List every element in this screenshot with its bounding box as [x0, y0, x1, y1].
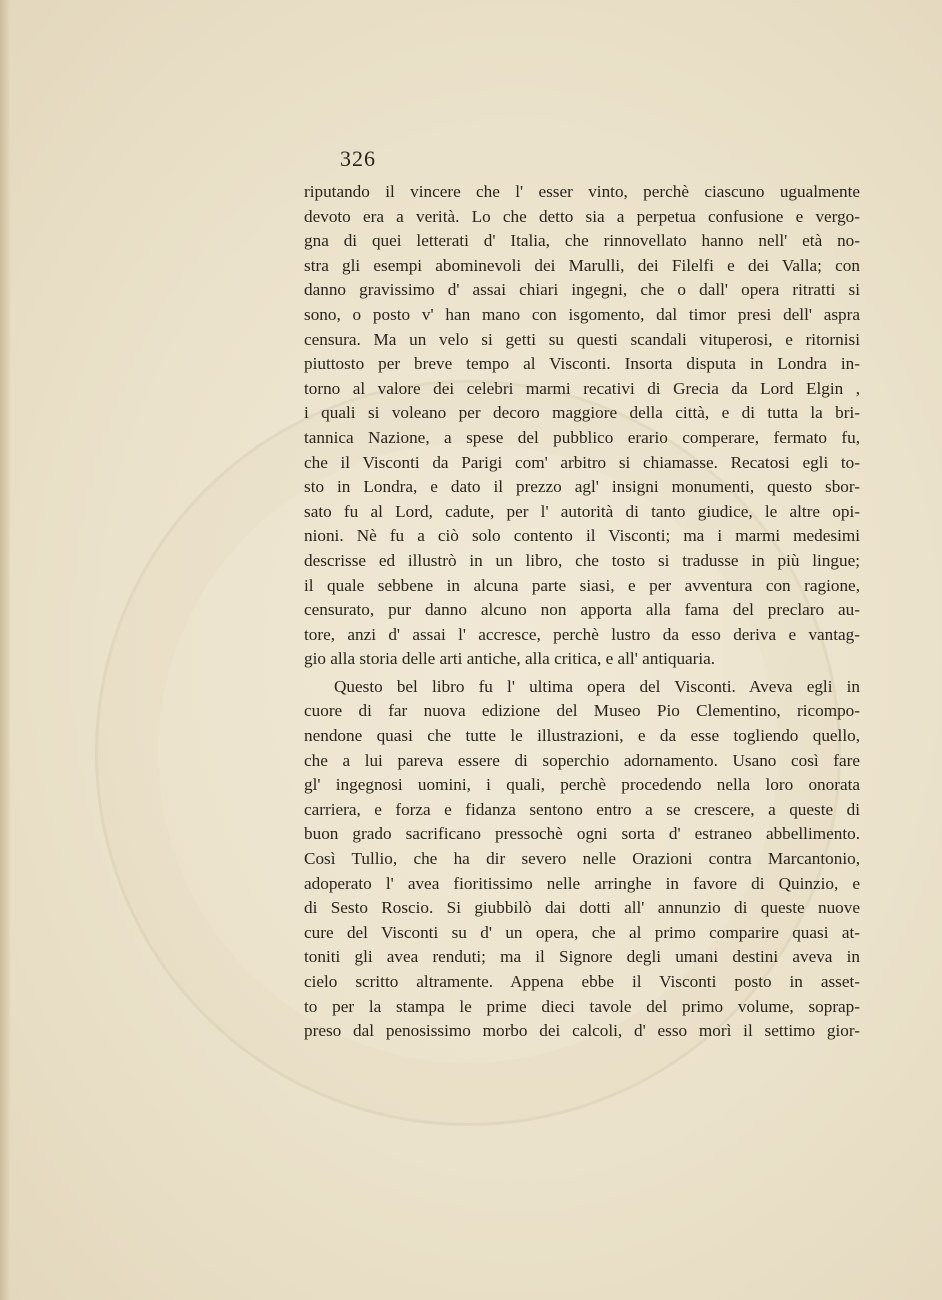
text-line: che a lui pareva essere di soperchio adornamento. Usano così fare [304, 750, 860, 770]
text-line: devoto era a verità. Lo che detto sia a perpetua confusione e vergo- [304, 206, 860, 226]
body-text [304, 180, 860, 1044]
text-line: cielo scritto altramente. Appena ebbe il Visconti posto in asset- [304, 972, 860, 991]
text-line: cure del Visconti su d' un opera, che al primo comparire quasi at- [304, 922, 860, 942]
text-line: gna di quei letterati d' Italia, che rinnovellato hanno nell' età no- [304, 231, 860, 251]
text-line: gl' ingegnosi uomini, i quali, perchè procedendo nella loro onorata [304, 775, 860, 795]
text-line: nendone quasi che tutte le illustrazioni, e da esse togliendo quello, [304, 726, 860, 746]
text-line: riputando il vincere che l' esser vinto, perchè ciascuno ugualmente [304, 182, 860, 201]
text-line: sono, o posto v' han mano con isgomento, dal timor presi dell' aspra [304, 304, 860, 324]
text-line: i quali si voleano per decoro maggiore della città, e di tutta la bri- [304, 403, 860, 423]
text-line: toniti gli avea renduti; ma il Signore degli umani destini aveva in [304, 947, 860, 967]
text-line: di Sesto Roscio. Si giubbilò dai dotti all' annunzio di queste nuove [304, 898, 860, 918]
text-line: sato fu al Lord, cadute, per l' autorità di tanto giudice, le altre opi- [304, 501, 860, 521]
text-line: stra gli esempi abominevoli dei Marulli, dei Filelfi e dei Valla; con [304, 255, 860, 275]
text-line: il quale sebbene in alcuna parte siasi, e per avventura con ragione, [304, 575, 860, 595]
text-line: che il Visconti da Parigi com' arbitro si chiamasse. Recatosi egli to- [304, 452, 860, 472]
text-line: adoperato l' avea fioritissimo nelle arringhe in favore di Quinzio, e [304, 873, 860, 893]
text-line: censura. Ma un velo si getti su questi scandali vituperosi, e ritornisi [304, 329, 860, 349]
text-line: tannica Nazione, a spese del pubblico erario comperare, fermato fu, [304, 427, 860, 447]
text-line: to per la stampa le prime dieci tavole del primo volume, soprap- [304, 996, 860, 1016]
text-line: danno gravissimo d' assai chiari ingegni, che o dall' opera ritratti si [304, 280, 860, 300]
text-line: preso dal penosissimo morbo dei calcoli, d' esso morì il settimo gior- [304, 1021, 860, 1041]
text-line: descrisse ed illustrò in un libro, che tosto si tradusse in più lingue; [304, 550, 860, 570]
page-number: 326 [340, 146, 376, 171]
text-line: buon grado sacrificano pressochè ogni sorta d' estraneo abbellimento. [304, 824, 860, 844]
text-line: Così Tullio, che ha dir severo nelle Orazioni contra Marcantonio, [304, 849, 860, 869]
text-line: torno al valore dei celebri marmi recativi di Grecia da Lord Elgin , [304, 378, 860, 398]
paragraph [304, 180, 860, 672]
text-line: Questo bel libro fu l' ultima opera del Visconti. Aveva egli in [334, 676, 860, 696]
text-line: tore, anzi d' assai l' accresce, perchè lustro da esso deriva e vantag- [304, 624, 860, 644]
paragraph [304, 675, 860, 1044]
text-line: carriera, e forza e fidanza sentono entro a se crescere, a queste di [304, 799, 860, 819]
text-line: censurato, pur danno alcuno non apporta alla fama del preclaro au- [304, 600, 860, 620]
text-line: sto in Londra, e dato il prezzo agl' insigni monumenti, questo sbor- [304, 477, 860, 497]
page-edge [0, 0, 10, 1300]
text-line: cuore di far nuova edizione del Museo Pio Clementino, ricompo- [304, 701, 860, 721]
text-line: nioni. Nè fu a ciò solo contento il Visconti; ma i marmi medesimi [304, 526, 860, 546]
text-line: gio alla storia delle arti antiche, alla critica, e all' antiquaria. [304, 649, 716, 669]
text-line: piuttosto per breve tempo al Visconti. Insorta disputa in Londra in- [304, 354, 860, 374]
